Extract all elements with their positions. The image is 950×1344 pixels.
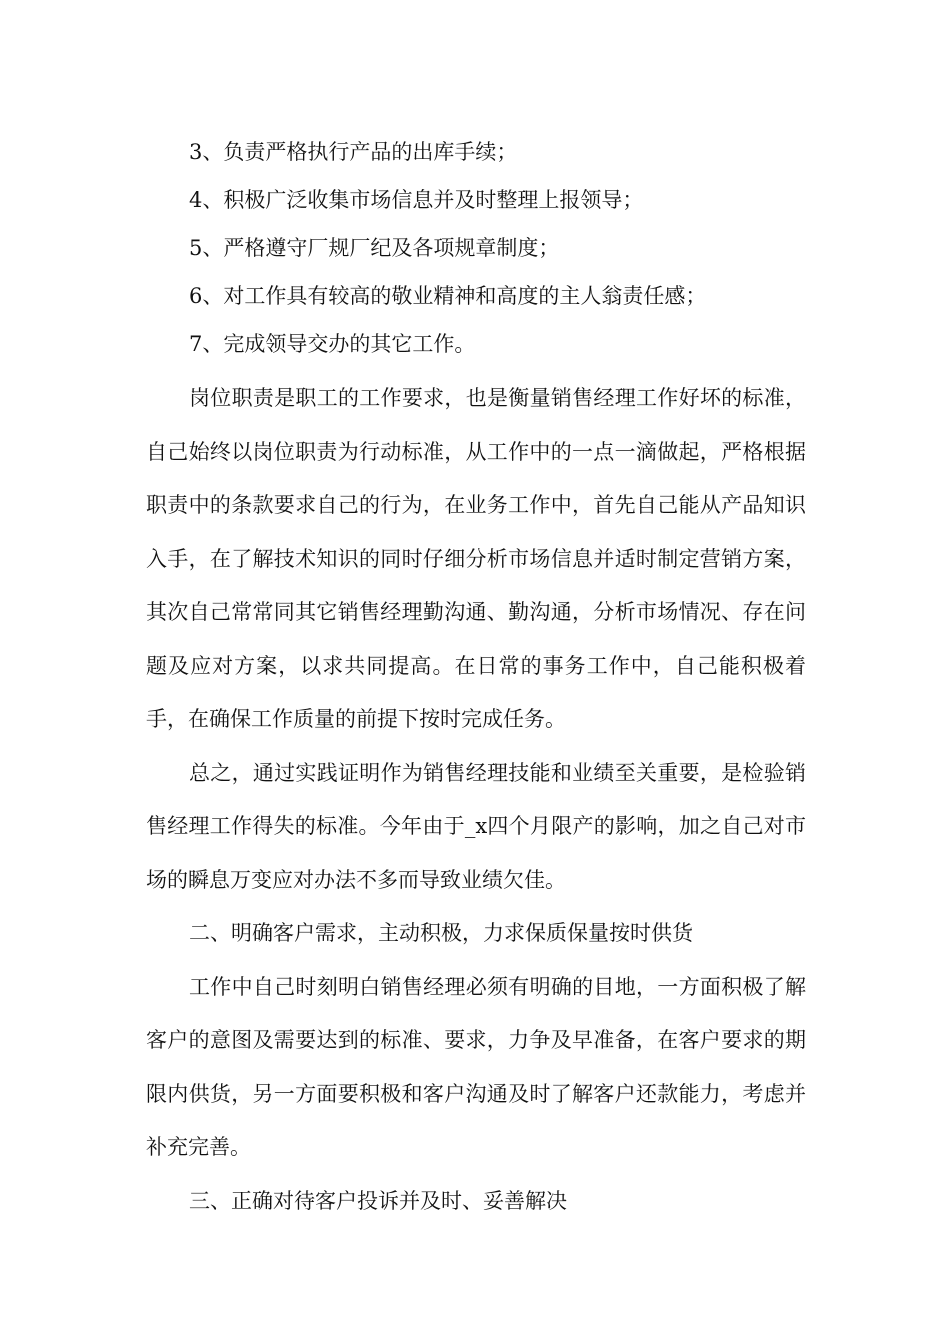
list-item-3: 3、负责严格执行产品的出库手续； (189, 140, 518, 164)
section-heading-3: 三、正确对待客户投诉并及时、妥善解决 (189, 1188, 567, 1213)
list-item-5: 5、严格遵守厂规厂纪及各项规章制度； (189, 236, 560, 260)
paragraph-summary: 总之，通过实践证明作为销售经理技能和业绩至关重要，是检验销售经理工作得失的标准。今年由于_x四个月限产的影响，加之自己对市场的瞬息万变应对办法不多而导致业绩欠佳。 (146, 760, 806, 892)
paragraph-job-duties: 岗位职责是职工的工作要求，也是衡量销售经理工作好坏的标准，自己始终以岗位职责为行动标准，从工作中的一点一滴做起，严格根据职责中的条款要求自己的行为，在业务工作中，首先自己能从产品知识入手，在了解技术知识的同时仔细分析市场信息并适时制定营销方案，其次自己常常同其它销售经理勤沟通、勤沟通，分析市场情况、存在问题及应对方案，以求共同提高。在日常的事务工作中，自己能积极着手，在确保工作质量的前提下按时完成任务。 (146, 386, 806, 731)
section-heading-2: 二、明确客户需求，主动积极，力求保质保量按时供货 (189, 921, 693, 945)
list-item-7: 7、完成领导交办的其它工作。 (189, 332, 476, 356)
list-item-6: 6、对工作具有较高的敬业精神和高度的主人翁责任感； (189, 284, 707, 308)
document-body (146, 128, 806, 1228)
paragraph-customer-needs: 工作中自己时刻明白销售经理必须有明确的目地，一方面积极了解客户的意图及需要达到的标准、要求，力争及早准备，在客户要求的期限内供货，另一方面要积极和客户沟通及时了解客户还款能力，考虑并补充完善。 (146, 974, 806, 1159)
list-item-4: 4、积极广泛收集市场信息并及时整理上报领导； (189, 188, 644, 212)
